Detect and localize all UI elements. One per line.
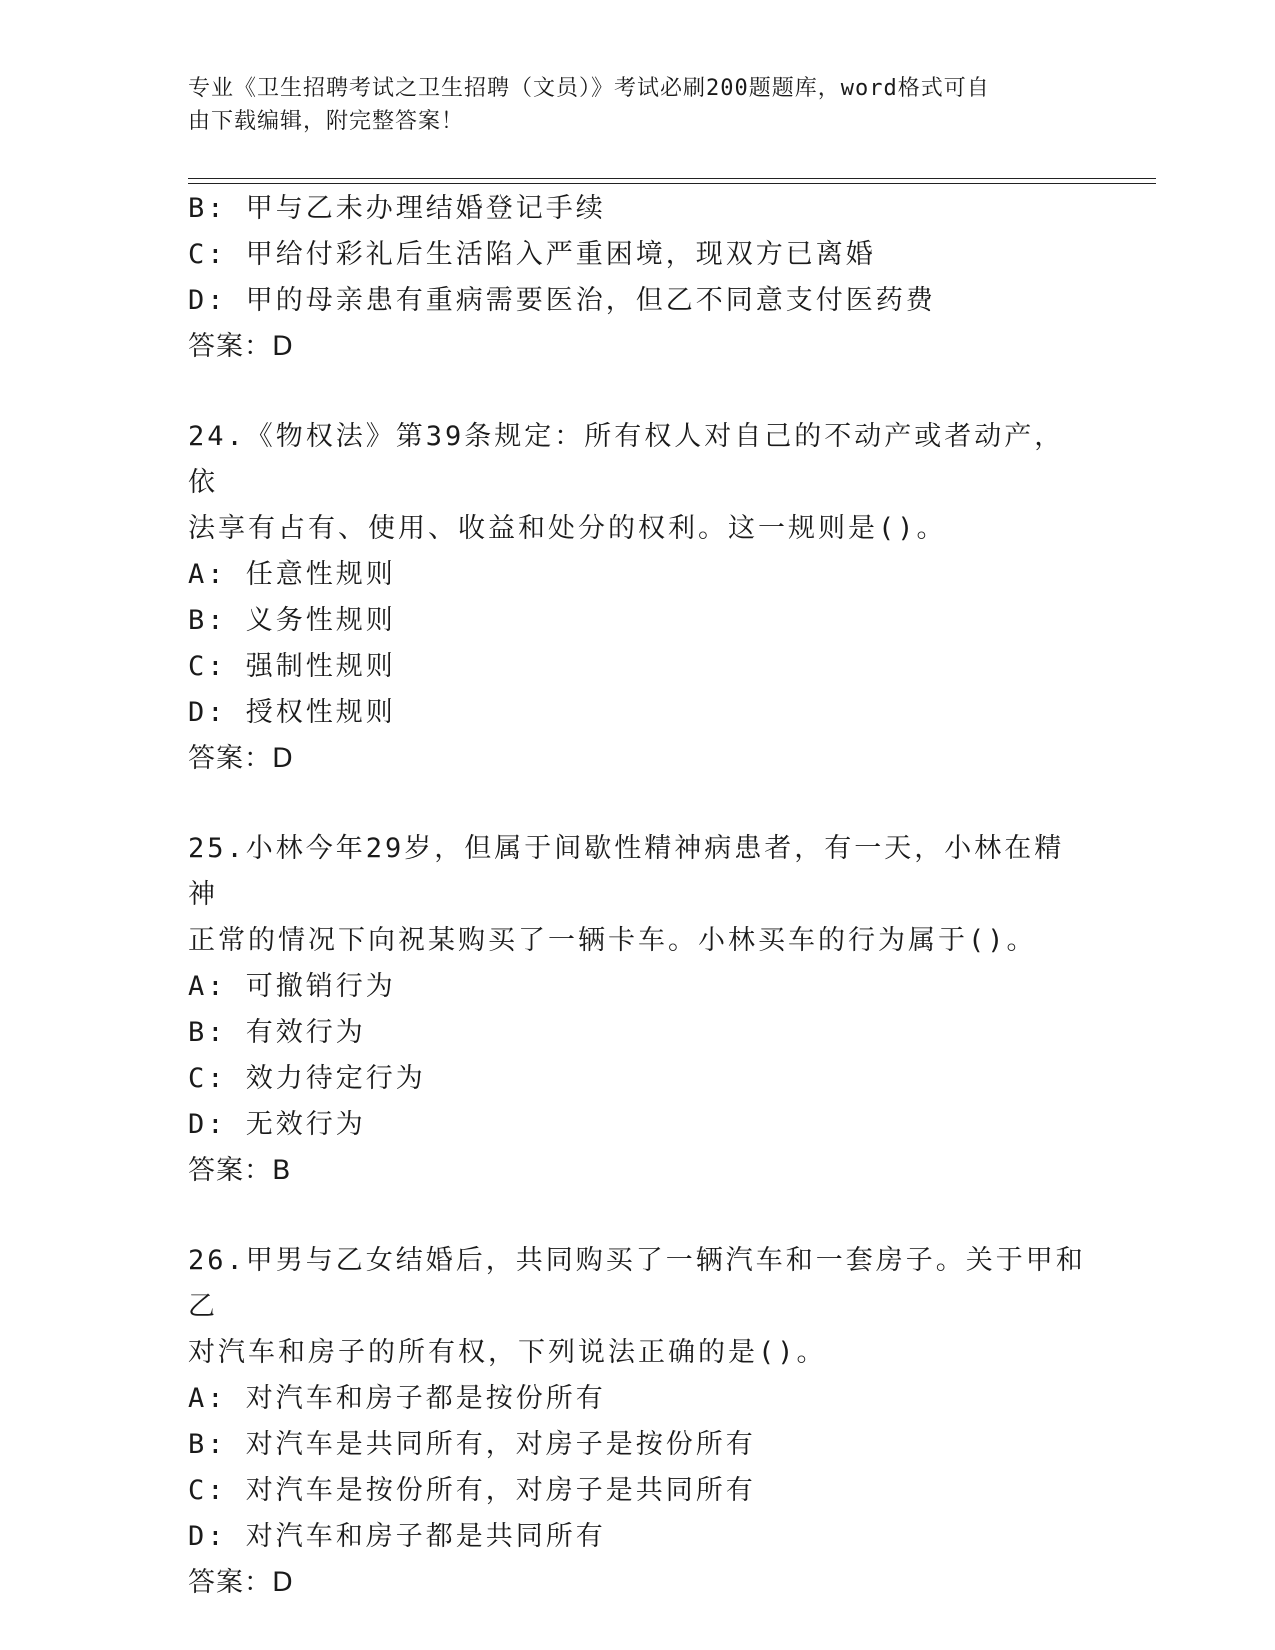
option-b: B: 甲与乙未办理结婚登记手续 (188, 193, 606, 224)
option-d: D: 授权性规则 (188, 697, 396, 728)
question-block-partial (188, 186, 1088, 370)
question-stem-line-2: 正常的情况下向祝某购买了一辆卡车。小林买车的行为属于()。 (188, 925, 1037, 956)
answer-line: 答案：D (188, 743, 294, 774)
header-divider (188, 178, 1156, 184)
option-c: C: 强制性规则 (188, 651, 396, 682)
option-b: B: 有效行为 (188, 1017, 366, 1048)
question-26 (188, 1238, 1088, 1606)
answer-line: 答案：D (188, 331, 294, 362)
document-header (188, 72, 1088, 138)
header-line-2: 由下载编辑，附完整答案！ (188, 109, 465, 134)
option-a: A: 可撤销行为 (188, 971, 396, 1002)
header-line-1: 专业《卫生招聘考试之卫生招聘（文员）》考试必刷200题题库，word格式可自 (188, 76, 990, 101)
option-c: C: 对汽车是按份所有，对房子是共同所有 (188, 1475, 756, 1506)
option-b: B: 对汽车是共同所有，对房子是按份所有 (188, 1429, 756, 1460)
option-d: D: 甲的母亲患有重病需要医治，但乙不同意支付医药费 (188, 285, 936, 316)
question-stem-line-1: 26.甲男与乙女结婚后，共同购买了一辆汽车和一套房子。关于甲和乙 (188, 1245, 1086, 1322)
question-stem-line-2: 对汽车和房子的所有权，下列说法正确的是()。 (188, 1337, 827, 1368)
option-a: A: 对汽车和房子都是按份所有 (188, 1383, 606, 1414)
answer-line: 答案：B (188, 1155, 292, 1186)
question-stem-line-1: 24.《物权法》第39条规定：所有权人对自己的不动产或者动产，依 (188, 421, 1065, 498)
question-stem-line-2: 法享有占有、使用、收益和处分的权利。这一规则是()。 (188, 513, 947, 544)
option-a: A: 任意性规则 (188, 559, 396, 590)
option-d: D: 无效行为 (188, 1109, 366, 1140)
question-stem-line-1: 25.小林今年29岁，但属于间歇性精神病患者，有一天，小林在精神 (188, 833, 1065, 910)
question-list (188, 186, 1088, 1606)
question-24 (188, 414, 1088, 782)
option-c: C: 甲给付彩礼后生活陷入严重困境，现双方已离婚 (188, 239, 876, 270)
question-25 (188, 826, 1088, 1194)
option-c: C: 效力待定行为 (188, 1063, 426, 1094)
option-d: D: 对汽车和房子都是共同所有 (188, 1521, 606, 1552)
option-b: B: 义务性规则 (188, 605, 396, 636)
answer-line: 答案：D (188, 1567, 294, 1598)
